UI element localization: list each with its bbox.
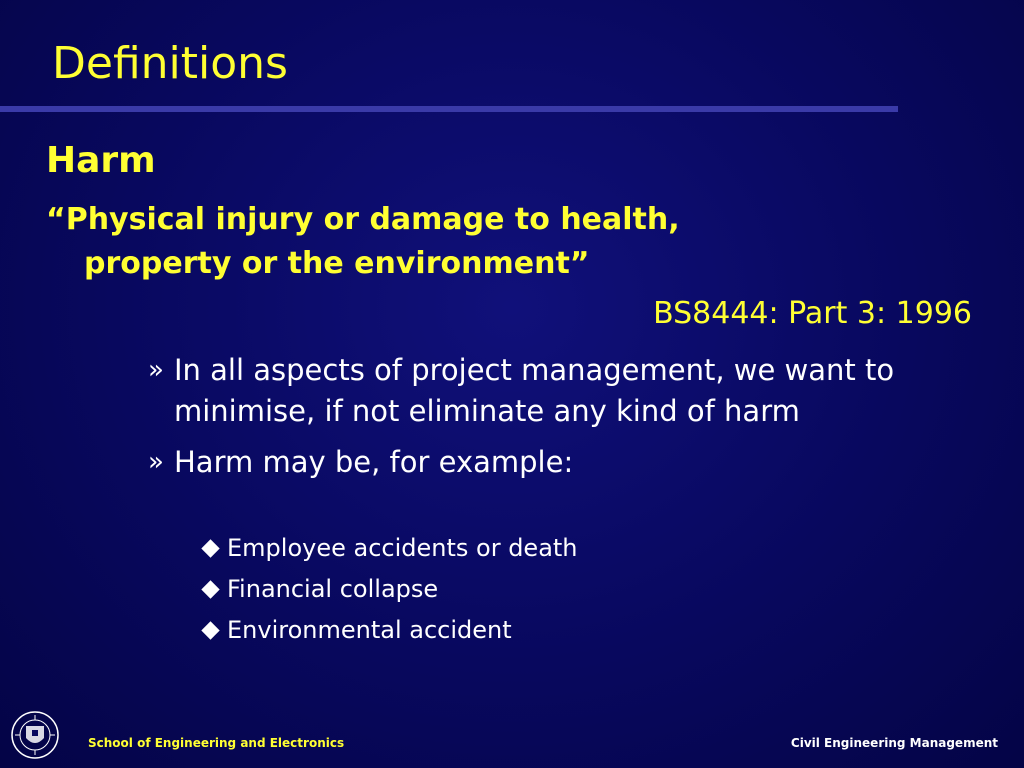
bullet-text: In all aspects of project management, we want to minimise, if not eliminate any kind of harm	[174, 353, 895, 428]
sub-bullet-item	[200, 569, 578, 610]
bullet-item	[148, 350, 978, 432]
slide-title: Definitions	[52, 38, 288, 89]
diamond-bullet-icon	[201, 621, 219, 639]
university-seal-logo	[10, 710, 60, 760]
sub-bullet-item	[200, 610, 578, 651]
bullet-item	[148, 442, 978, 483]
footer-school: School of Engineering and Electronics	[88, 736, 345, 750]
bullet-text: Harm may be, for example:	[174, 445, 574, 479]
chevron-bullet-icon: »	[148, 355, 164, 385]
sub-bullet-list	[200, 528, 578, 651]
sub-bullet-text: Environmental accident	[227, 616, 512, 644]
title-divider	[0, 106, 898, 112]
bullet-list	[148, 350, 978, 493]
diamond-bullet-icon	[201, 539, 219, 557]
definition-quote-line-2: property or the environment”	[84, 246, 590, 281]
sub-bullet-text: Financial collapse	[227, 575, 439, 603]
sub-bullet-item	[200, 528, 578, 569]
definition-quote-line-1: “Physical injury or damage to health,	[46, 202, 680, 237]
footer-course: Civil Engineering Management	[790, 736, 998, 750]
definition-source: BS8444: Part 3: 1996	[653, 296, 972, 331]
chevron-bullet-icon: »	[148, 447, 164, 477]
diamond-bullet-icon	[201, 580, 219, 598]
term-heading: Harm	[46, 140, 156, 181]
sub-bullet-text: Employee accidents or death	[227, 534, 578, 562]
definition-quote	[46, 198, 866, 286]
